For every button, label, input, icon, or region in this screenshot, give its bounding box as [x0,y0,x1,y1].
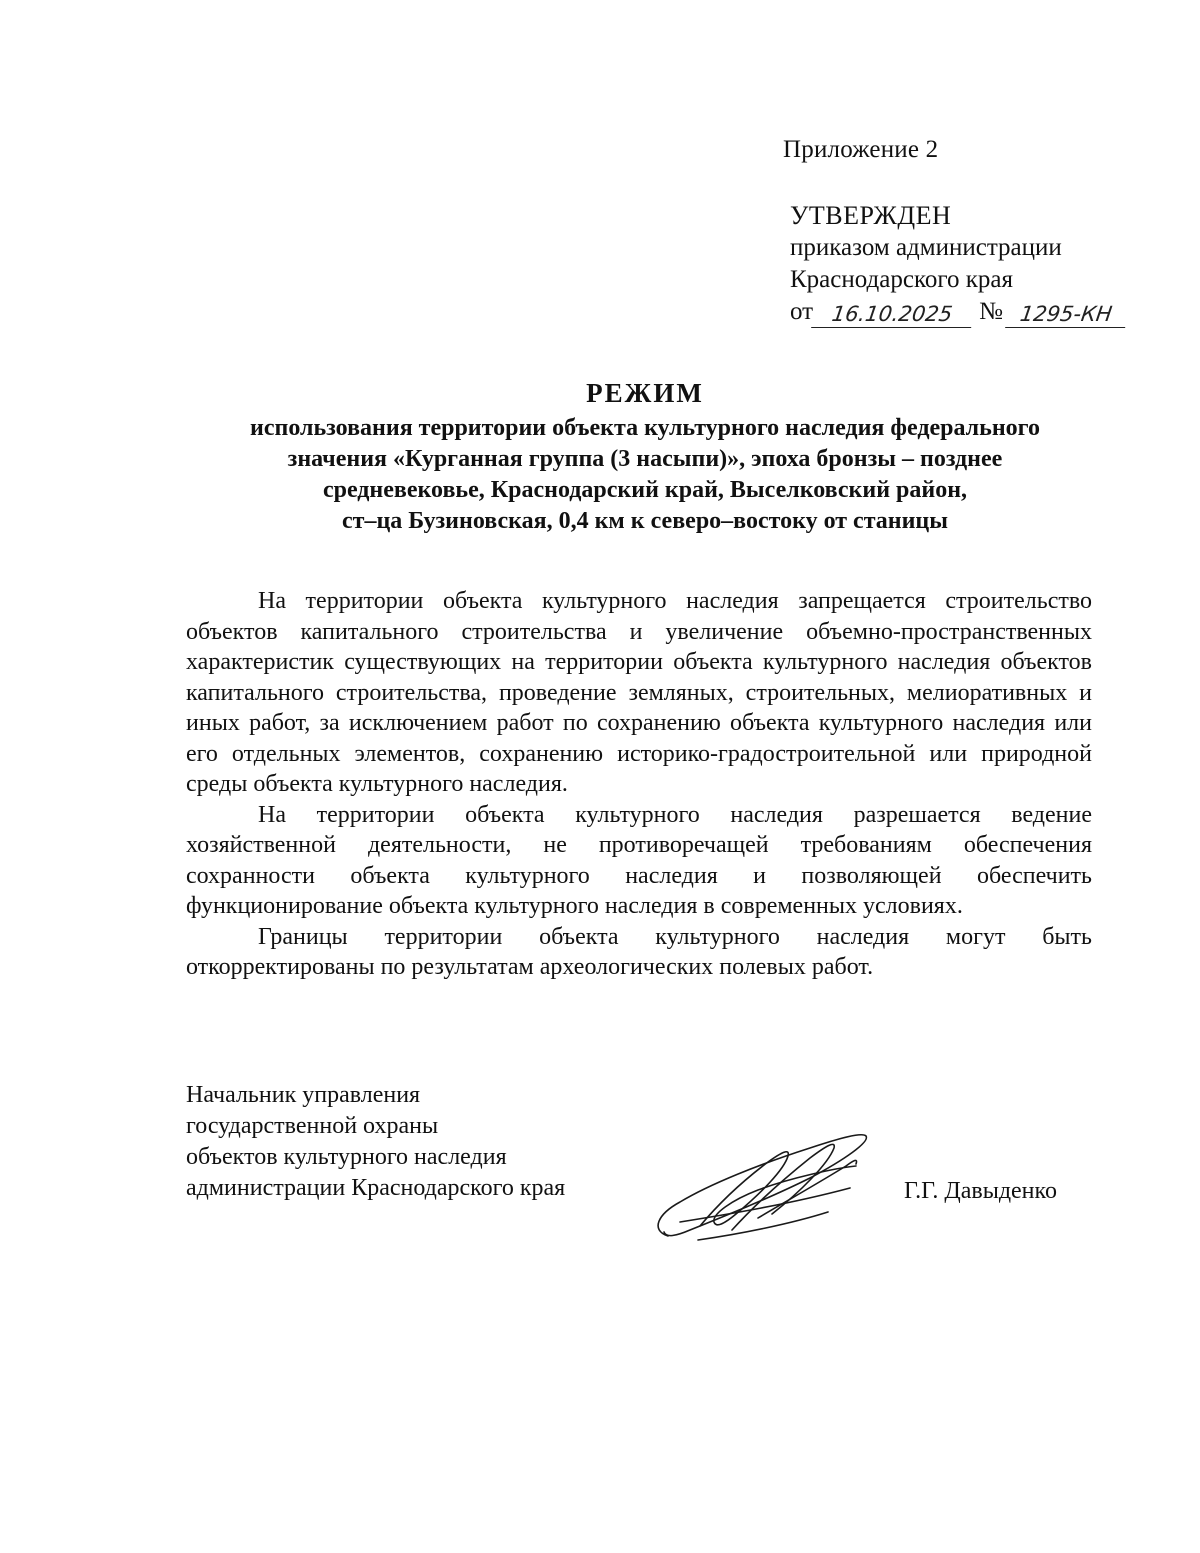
document-title: РЕЖИМ [586,378,704,408]
document-body [186,586,1092,983]
approval-stamp [790,200,1127,328]
subtitle-line: ст–ца Бузиновская, 0,4 км к северо–востоку от станицы [342,508,948,534]
handwritten-number: 1295-КН [1005,301,1129,328]
paragraph-permissions: На территории объекта культурного наследия разрешается ведение хозяйственной деятельности, не противоречащей требованиям обеспечения сохранности объекта культурного наследия и позволяющей обеспечить функционирование объекта культурного наследия в современных условиях. [186,801,1092,919]
date-prefix: от [790,298,814,325]
signatory-position-line: администрации Краснодарского края [186,1175,566,1201]
handwritten-signature [640,1118,880,1248]
subtitle-line: значения «Курганная группа (3 насыпи)», эпоха бронзы – позднее [287,446,1003,472]
number-sign: № [979,298,1003,325]
signatory-position [186,1080,565,1204]
approved-label: УТВЕРЖДЕН [790,201,952,230]
signatory-position-line: объектов культурного наследия [186,1144,507,1170]
handwritten-date: 16.10.2025 [811,301,975,328]
document-subtitle [150,413,1140,537]
signatory-name: Г.Г. Давыденко [904,1178,1057,1204]
document-heading [150,378,1140,537]
subtitle-line: использования территории объекта культурного наследия федерального [250,415,1040,441]
approval-authority-line: Краснодарского края [790,266,1013,293]
subtitle-line: средневековье, Краснодарский край, Выселковский район, [322,477,968,503]
approval-order-line: приказом администрации [790,234,1062,261]
paragraph-prohibitions: На территории объекта культурного наследия запрещается строительство объектов капитального строительства и увеличение объемно-пространственных характеристик существующих на территории объекта культурного наследия объектов капитального строительства, проведение земляных, строительных, мелиоративных и иных работ, за исключением работ по сохранению объекта культурного наследия или его отдельных элементов, сохранению историко-градостроительной или природной среды объекта культурного наследия. [186,588,1092,797]
signatory-position-line: Начальник управления [186,1082,421,1108]
appendix-label: Приложение 2 [783,136,939,163]
paragraph-boundaries: Границы территории объекта культурного наследия могут быть откорректированы по результатам археологических полевых работ. [186,923,1092,980]
signatory-position-line: государственной охраны [186,1113,439,1139]
approval-date-number-line [790,296,1127,328]
